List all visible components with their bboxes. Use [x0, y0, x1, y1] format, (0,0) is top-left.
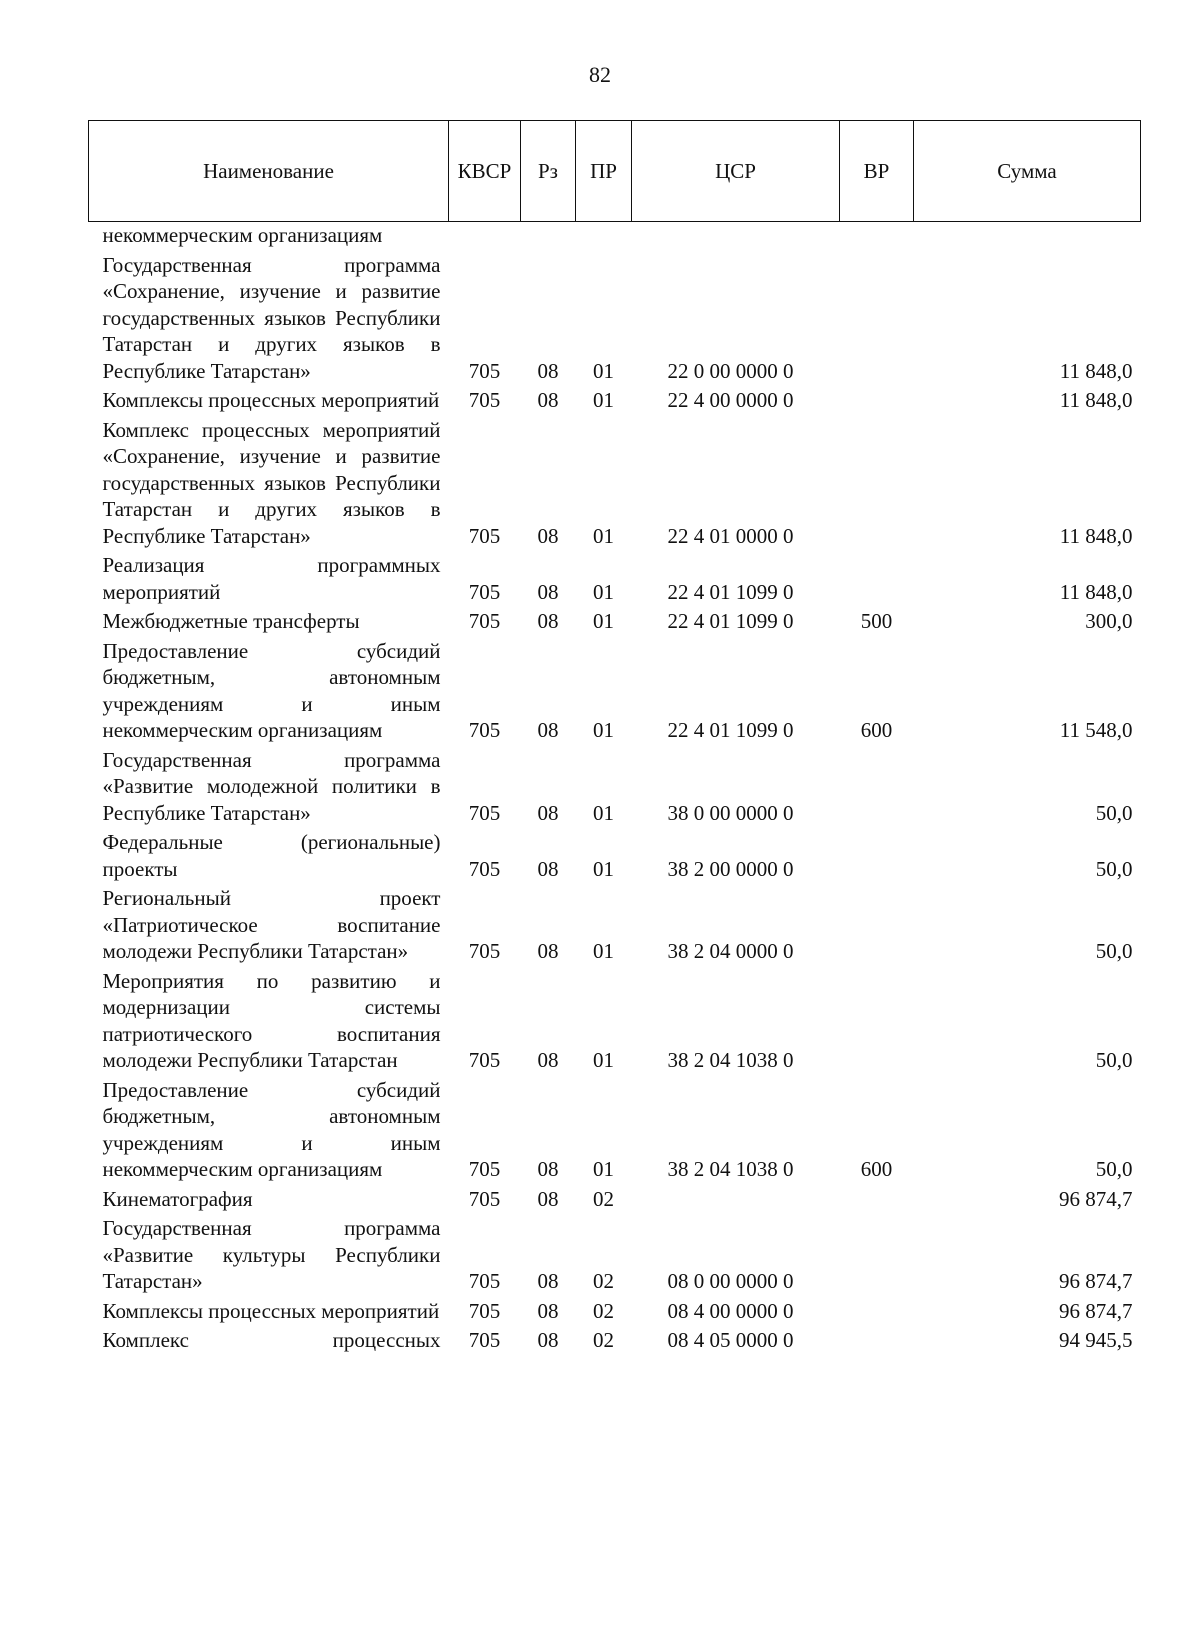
row-pr — [576, 222, 632, 251]
row-vr — [840, 967, 914, 1076]
row-kvsr: 705 — [468, 718, 501, 742]
row-kvsr: 705 — [468, 1157, 501, 1181]
row-rz: 08 — [537, 1048, 559, 1072]
row-name: Региональный проект «Патриотическое воспитание молодежи Республики Татарстан» — [102, 886, 441, 963]
row-sum: 11 848,0 — [1059, 579, 1133, 604]
table-body — [89, 222, 1141, 1356]
row-rz: 08 — [537, 939, 559, 963]
row-rz: 08 — [537, 1269, 559, 1293]
row-rz: 08 — [537, 718, 559, 742]
row-sum — [914, 222, 1141, 251]
row-name: Комплексы процессных мероприятий — [102, 1298, 440, 1323]
row-pr: 01 — [593, 609, 614, 633]
row-sum: 50,0 — [1095, 800, 1133, 825]
row-name: Предоставление субсидий бюджетным, автономным учреждениям и иным некоммерческим организациям — [102, 638, 441, 742]
table-row — [89, 1185, 1141, 1215]
row-vr: 600 — [860, 1157, 893, 1181]
row-kvsr: 705 — [468, 1269, 501, 1293]
table-header — [89, 121, 1141, 222]
row-pr: 02 — [593, 1328, 614, 1352]
row-vr — [840, 416, 914, 552]
row-pr: 01 — [593, 358, 614, 383]
budget-table — [88, 120, 1141, 1356]
table-row — [89, 1214, 1141, 1297]
row-kvsr: 705 — [468, 939, 501, 963]
table-row — [89, 967, 1141, 1076]
row-pr: 01 — [593, 523, 614, 548]
row-pr: 01 — [593, 579, 614, 604]
table-row — [89, 1326, 1141, 1356]
header-csr: ЦСР — [632, 121, 840, 222]
row-sum: 96 874,7 — [1059, 1298, 1133, 1323]
row-vr: 500 — [860, 609, 893, 633]
row-name: Комплекс процессных мероприятий «Сохранение, изучение и развитие государственных языков Республики Татарстан и других языков в Республике Татарстан» — [102, 417, 441, 548]
row-vr — [840, 828, 914, 884]
row-csr: 38 2 04 1038 0 — [667, 1157, 794, 1181]
page-number: 82 — [589, 62, 611, 87]
row-csr: 22 4 01 1099 0 — [667, 579, 794, 604]
row-csr: 22 4 00 0000 0 — [667, 388, 794, 412]
row-csr — [632, 222, 840, 251]
row-kvsr: 705 — [468, 1048, 501, 1072]
row-name: Комплекс процессных — [102, 1328, 441, 1352]
row-csr: 38 2 00 0000 0 — [667, 856, 794, 881]
row-kvsr: 705 — [468, 1298, 501, 1323]
row-name: Межбюджетные трансферты — [102, 609, 360, 633]
row-kvsr: 705 — [468, 388, 501, 412]
row-csr: 08 0 00 0000 0 — [667, 1269, 794, 1293]
row-pr: 02 — [593, 1269, 614, 1293]
row-name: Комплексы процессных мероприятий — [102, 388, 440, 412]
row-vr — [840, 1214, 914, 1297]
row-kvsr: 705 — [468, 609, 501, 633]
row-rz: 08 — [537, 358, 559, 383]
row-vr: 600 — [860, 718, 893, 742]
row-sum: 50,0 — [1095, 1157, 1133, 1181]
row-kvsr: 705 — [468, 358, 501, 383]
table-row — [89, 637, 1141, 746]
row-sum: 50,0 — [1095, 939, 1133, 963]
row-name: Реализация программных мероприятий — [102, 553, 441, 604]
table-row — [89, 1297, 1141, 1327]
row-kvsr: 705 — [468, 1328, 501, 1352]
row-name: Государственная программа «Сохранение, изучение и развитие государственных языков Республики Татарстан и других языков в Республике Татарстан» — [102, 252, 441, 383]
row-csr: 22 4 01 0000 0 — [667, 523, 794, 548]
row-pr: 01 — [593, 718, 614, 742]
row-kvsr: 705 — [468, 800, 501, 825]
row-csr: 22 0 00 0000 0 — [667, 358, 794, 383]
row-pr: 01 — [593, 388, 614, 412]
row-csr: 38 0 00 0000 0 — [667, 800, 794, 825]
row-csr: 08 4 05 0000 0 — [667, 1328, 794, 1352]
table-row — [89, 416, 1141, 552]
row-name: Кинематография — [102, 1186, 253, 1211]
row-pr: 01 — [593, 856, 614, 881]
row-rz: 08 — [537, 1186, 559, 1211]
row-rz: 08 — [537, 579, 559, 604]
row-sum: 300,0 — [1085, 609, 1133, 633]
row-rz: 08 — [537, 856, 559, 881]
row-sum: 96 874,7 — [1059, 1186, 1133, 1211]
row-rz: 08 — [537, 523, 559, 548]
row-name: Государственная программа «Развитие молодежной политики в Республике Татарстан» — [102, 747, 441, 825]
row-pr: 02 — [593, 1186, 614, 1211]
row-rz: 08 — [537, 1157, 559, 1181]
row-pr: 01 — [593, 1157, 614, 1181]
row-rz: 08 — [537, 388, 559, 412]
row-rz: 08 — [537, 1298, 559, 1323]
row-name: Государственная программа «Развитие культуры Республики Татарстан» — [102, 1216, 441, 1293]
row-vr — [840, 551, 914, 607]
row-pr: 02 — [593, 1298, 614, 1323]
row-rz: 08 — [537, 609, 559, 633]
row-pr: 01 — [593, 939, 614, 963]
row-vr — [840, 251, 914, 387]
row-kvsr: 705 — [468, 856, 501, 881]
header-vr: ВР — [840, 121, 914, 222]
row-sum: 50,0 — [1095, 856, 1133, 881]
row-sum: 11 848,0 — [1059, 523, 1133, 548]
row-csr — [632, 1185, 840, 1215]
row-name: Предоставление субсидий бюджетным, автономным учреждениям и иным некоммерческим организациям — [102, 1077, 441, 1181]
table-row — [89, 746, 1141, 829]
table-row — [89, 607, 1141, 637]
row-pr: 01 — [593, 800, 614, 825]
row-kvsr: 705 — [468, 523, 501, 548]
row-csr: 22 4 01 1099 0 — [667, 718, 794, 742]
header-name: Наименование — [89, 121, 449, 222]
row-sum: 94 945,5 — [1059, 1328, 1133, 1352]
row-pr: 01 — [593, 1048, 614, 1072]
row-vr — [840, 386, 914, 416]
row-sum: 11 848,0 — [1059, 388, 1133, 412]
row-sum: 96 874,7 — [1059, 1269, 1133, 1293]
row-name: Федеральные (региональные) проекты — [102, 830, 441, 881]
header-pr: ПР — [576, 121, 632, 222]
table-row — [89, 251, 1141, 387]
row-kvsr: 705 — [468, 579, 501, 604]
row-rz: 08 — [537, 800, 559, 825]
header-rz: Рз — [521, 121, 576, 222]
row-sum: 11 848,0 — [1059, 358, 1133, 383]
row-vr — [840, 1326, 914, 1356]
row-rz — [521, 222, 576, 251]
row-csr: 08 4 00 0000 0 — [667, 1298, 794, 1323]
row-vr — [840, 884, 914, 967]
table-row — [89, 884, 1141, 967]
table-row — [89, 551, 1141, 607]
row-kvsr: 705 — [468, 1186, 501, 1211]
row-vr — [840, 746, 914, 829]
row-name: Мероприятия по развитию и модернизации системы патриотического воспитания молодежи Республики Татарстан — [102, 968, 441, 1072]
row-sum: 11 548,0 — [1059, 718, 1133, 742]
row-kvsr — [449, 222, 521, 251]
row-vr — [840, 222, 914, 251]
table-row — [89, 222, 1141, 251]
table-row — [89, 1076, 1141, 1185]
row-rz: 08 — [537, 1328, 559, 1352]
row-csr: 38 2 04 1038 0 — [667, 1048, 794, 1072]
row-csr: 22 4 01 1099 0 — [667, 609, 794, 633]
table-row — [89, 828, 1141, 884]
table-row — [89, 386, 1141, 416]
row-vr — [840, 1297, 914, 1327]
row-vr — [840, 1185, 914, 1215]
header-sum: Сумма — [914, 121, 1141, 222]
row-name: некоммерческим организациям — [102, 223, 383, 247]
row-sum: 50,0 — [1095, 1048, 1133, 1072]
header-kvsr: КВСР — [449, 121, 521, 222]
row-csr: 38 2 04 0000 0 — [667, 939, 794, 963]
